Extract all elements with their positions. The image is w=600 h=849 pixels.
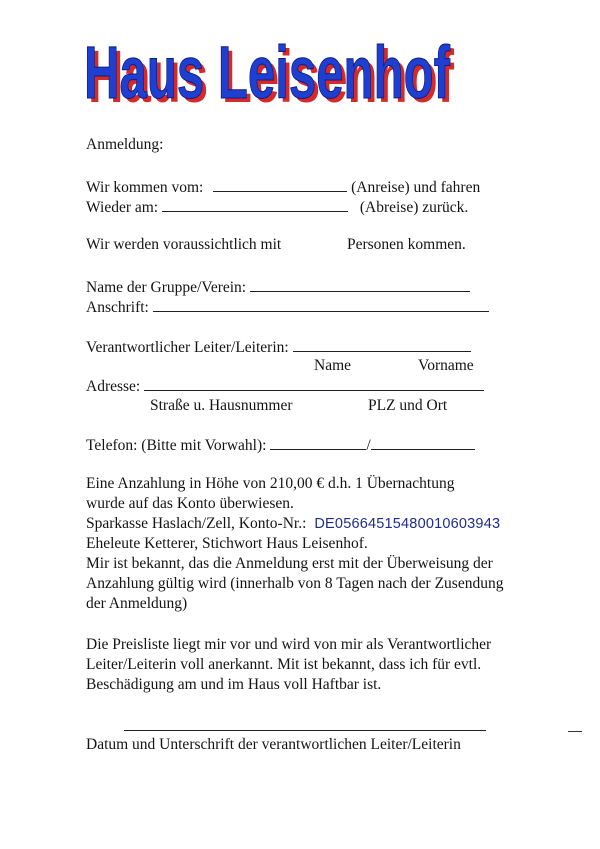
terms-line-1: Die Preisliste liegt mir vor und wird von mir als Verantwortlicher <box>86 636 492 653</box>
title-logo <box>82 28 462 120</box>
signature-label: Datum und Unterschrift der verantwortlichen Leiter/Leiterin <box>86 736 461 753</box>
leader-row <box>86 337 471 357</box>
group-label: Name der Gruppe/Verein: <box>86 279 247 296</box>
payment-line-3: Sparkasse Haslach/Zell, Konto-Nr.: <box>86 515 307 532</box>
signature-line-field[interactable] <box>124 730 486 731</box>
payment-line-6: Anzahlung gültig wird (innerhalb von 8 Tagen nach der Zusendung <box>86 575 504 592</box>
payment-line-7: der Anmeldung) <box>86 595 188 612</box>
arrival-suffix: (Anreise) und fahren <box>351 179 481 196</box>
title-shadow: Haus Leisenhof <box>88 35 455 118</box>
departure-row <box>86 197 468 217</box>
leader-address-label: Adresse: <box>86 378 141 395</box>
leader-address-row <box>86 376 484 396</box>
address-sub-zip: PLZ und Ort <box>368 397 448 414</box>
leader-sub-firstname: Vorname <box>418 357 474 374</box>
phone-label: Telefon: (Bitte mit Vorwahl): <box>86 437 267 454</box>
arrival-date-field[interactable] <box>213 177 347 192</box>
payment-line-1: Eine Anzahlung in Höhe von 210,00 € d.h. 1 Übernachtung <box>86 475 455 492</box>
leader-sub-name: Name <box>314 357 352 374</box>
form-heading: Anmeldung: <box>86 136 164 153</box>
scan-edge-mark <box>568 731 582 732</box>
title-text: Haus Leisenhof <box>84 31 451 114</box>
phone-row <box>86 435 475 455</box>
payment-line-2: wurde auf das Konto überwiesen. <box>86 495 294 512</box>
departure-label: Wieder am: <box>86 199 159 216</box>
phone-separator: / <box>366 437 371 454</box>
departure-suffix: (Abreise) zurück. <box>359 199 469 216</box>
phone-area-code-field[interactable] <box>270 435 366 450</box>
payment-line-4: Eheleute Ketterer, Stichwort Haus Leisenhof. <box>86 535 368 552</box>
payment-line-5: Mir ist bekannt, das die Anmeldung erst mit der Überweisung der <box>86 555 493 572</box>
leader-address-field[interactable] <box>144 376 484 391</box>
persons-label: Wir werden voraussichtlich mit <box>86 236 282 253</box>
phone-number-field[interactable] <box>371 435 475 450</box>
group-row <box>86 277 470 297</box>
address-row <box>86 297 489 317</box>
group-name-field[interactable] <box>250 277 470 292</box>
terms-line-3: Beschädigung am und im Haus voll Haftbar ist. <box>86 676 382 693</box>
address-label: Anschrift: <box>86 299 149 316</box>
departure-date-field[interactable] <box>162 197 348 212</box>
iban-value: DE05664515480010603943 <box>314 516 501 532</box>
address-field[interactable] <box>153 297 489 312</box>
address-sub-street: Straße u. Hausnummer <box>150 397 293 414</box>
arrival-label: Wir kommen vom: <box>86 179 204 196</box>
leader-label: Verantwortlicher Leiter/Leiterin: <box>86 339 289 356</box>
payment-account-row <box>86 515 500 533</box>
persons-suffix: Personen kommen. <box>346 236 466 253</box>
arrival-row <box>86 177 480 197</box>
persons-row <box>86 236 466 254</box>
leader-name-field[interactable] <box>293 337 471 352</box>
terms-line-2: Leiter/Leiterin voll anerkannt. Mit ist bekannt, dass ich für evtl. <box>86 656 482 673</box>
